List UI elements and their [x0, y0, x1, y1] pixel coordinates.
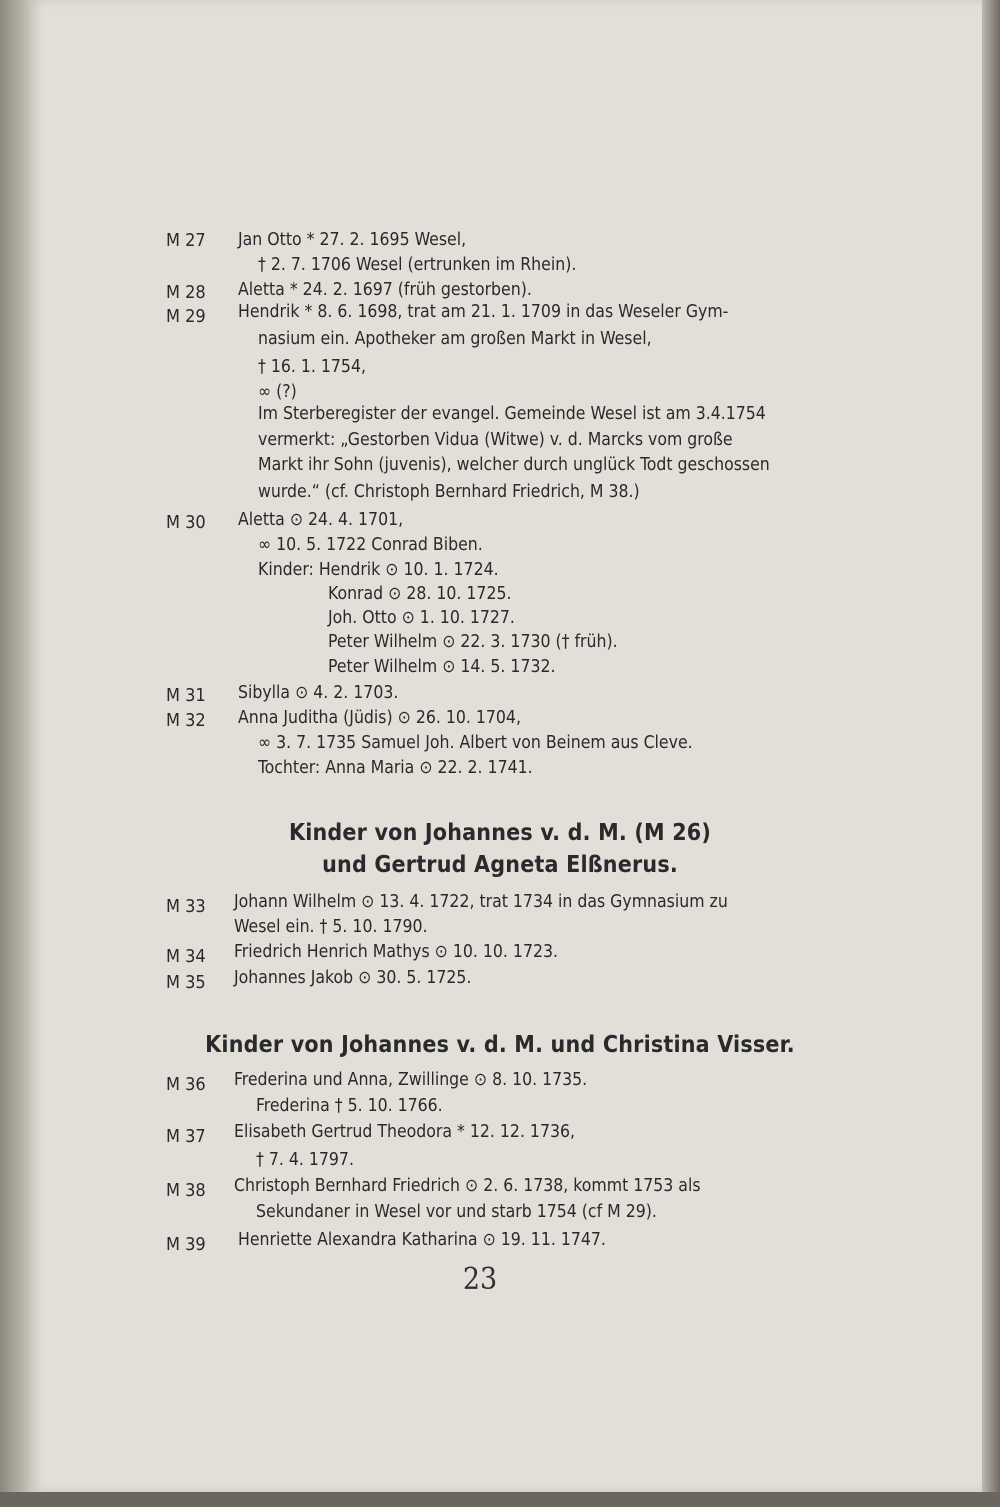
entry-line: Hendrik * 8. 6. 1698, trat am 21. 1. 1709 in das Weseler Gym-: [238, 302, 729, 322]
entry-line: Frederina † 5. 10. 1766.: [256, 1096, 443, 1116]
entry-id: M 37: [166, 1126, 206, 1147]
page-number: 23: [462, 1262, 498, 1297]
entry-line: † 2. 7. 1706 Wesel (ertrunken im Rhein).: [258, 255, 577, 275]
entry-line: Friedrich Henrich Mathys ⊙ 10. 10. 1723.: [234, 942, 558, 962]
entry-line: Johannes Jakob ⊙ 30. 5. 1725.: [234, 968, 472, 988]
entry-line: Frederina und Anna, Zwillinge ⊙ 8. 10. 1735.: [234, 1070, 588, 1090]
entry-line: Peter Wilhelm ⊙ 14. 5. 1732.: [328, 657, 556, 677]
entry-line: Johann Wilhelm ⊙ 13. 4. 1722, trat 1734 in das Gymnasium zu: [234, 892, 728, 912]
entry-line: ∞ 3. 7. 1735 Samuel Joh. Albert von Beinem aus Cleve.: [258, 733, 693, 753]
entry-line: Joh. Otto ⊙ 1. 10. 1727.: [328, 608, 515, 628]
entry-line: Im Sterberegister der evangel. Gemeinde Wesel ist am 3.4.1754: [258, 404, 766, 424]
entry-line: Konrad ⊙ 28. 10. 1725.: [328, 584, 512, 604]
entry-id: M 34: [166, 946, 206, 967]
entry-line: Markt ihr Sohn (juvenis), welcher durch unglück Todt geschossen: [258, 455, 770, 475]
entry-id: M 28: [166, 282, 206, 303]
entry-line: ∞ (?): [258, 382, 297, 402]
entry-line: Sibylla ⊙ 4. 2. 1703.: [238, 683, 399, 703]
entry-line: † 7. 4. 1797.: [256, 1150, 354, 1170]
entry-line: Aletta ⊙ 24. 4. 1701,: [238, 510, 404, 530]
entry-line: Elisabeth Gertrud Theodora * 12. 12. 1736,: [234, 1122, 575, 1142]
entry-line: Aletta * 24. 2. 1697 (früh gestorben).: [238, 280, 532, 300]
entry-line: Tochter: Anna Maria ⊙ 22. 2. 1741.: [258, 758, 533, 778]
entry-line: nasium ein. Apotheker am großen Markt in Wesel,: [258, 329, 652, 349]
section-heading: Kinder von Johannes v. d. M. und Christina Visser.: [205, 1032, 795, 1058]
entry-line: Henriette Alexandra Katharina ⊙ 19. 11. 1747.: [238, 1230, 606, 1250]
entry-id: M 30: [166, 512, 206, 533]
section-heading: und Gertrud Agneta Elßnerus.: [322, 852, 678, 878]
entry-id: M 38: [166, 1180, 206, 1201]
entry-id: M 36: [166, 1074, 206, 1095]
entry-line: wurde.“ (cf. Christoph Bernhard Friedrich, M 38.): [258, 482, 640, 502]
entry-id: M 33: [166, 896, 206, 917]
entry-line: Peter Wilhelm ⊙ 22. 3. 1730 († früh).: [328, 632, 618, 652]
entry-id: M 32: [166, 710, 206, 731]
entry-id: M 35: [166, 972, 206, 993]
entry-id: M 39: [166, 1234, 206, 1255]
entry-line: Anna Juditha (Jüdis) ⊙ 26. 10. 1704,: [238, 708, 521, 728]
entry-line: Christoph Bernhard Friedrich ⊙ 2. 6. 1738, kommt 1753 als: [234, 1176, 701, 1196]
entry-line: Sekundaner in Wesel vor und starb 1754 (cf M 29).: [256, 1202, 657, 1222]
entry-line: Kinder: Hendrik ⊙ 10. 1. 1724.: [258, 560, 499, 580]
entry-line: vermerkt: „Gestorben Vidua (Witwe) v. d. Marcks vom große: [258, 430, 733, 450]
entry-line: ∞ 10. 5. 1722 Conrad Biben.: [258, 535, 483, 555]
section-heading: Kinder von Johannes v. d. M. (M 26): [288, 820, 712, 846]
entry-line: Wesel ein. † 5. 10. 1790.: [234, 917, 428, 937]
entry-line: † 16. 1. 1754,: [258, 357, 366, 377]
entry-line: Jan Otto * 27. 2. 1695 Wesel,: [238, 230, 467, 250]
entry-id: M 31: [166, 685, 206, 706]
entry-id: M 27: [166, 230, 206, 251]
entry-id: M 29: [166, 306, 206, 327]
